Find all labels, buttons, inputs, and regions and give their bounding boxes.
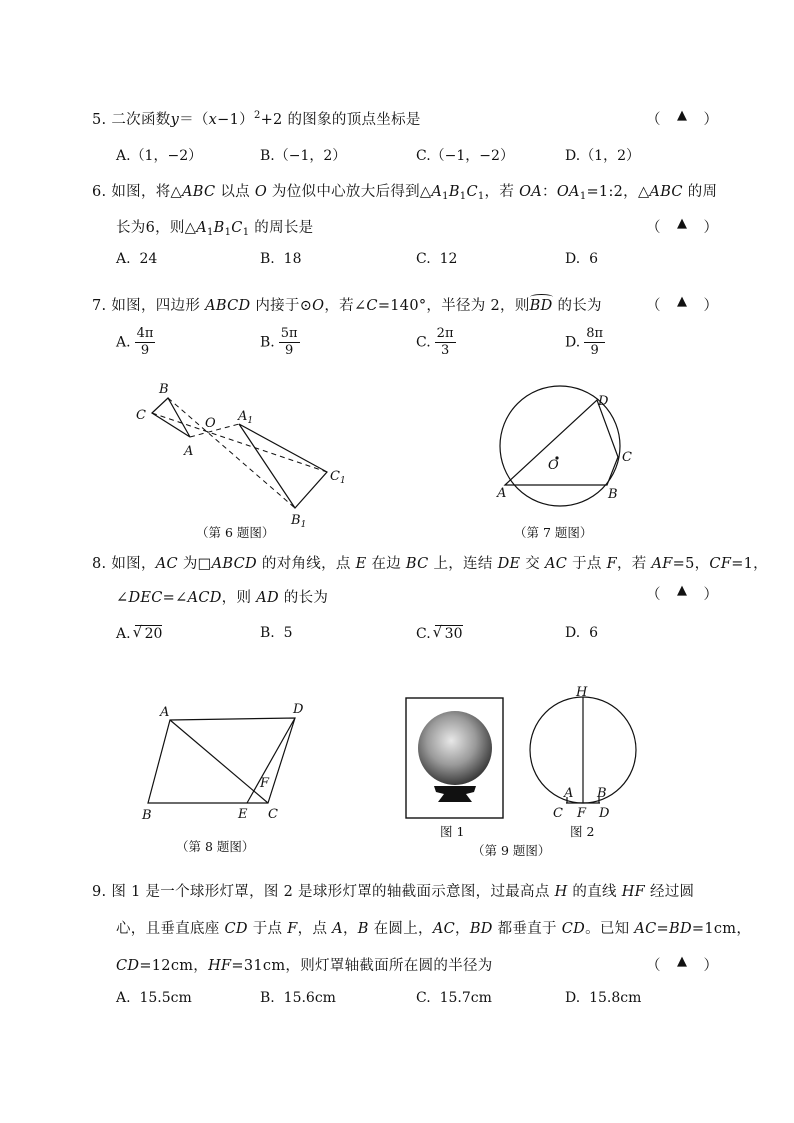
fig8-label-f: F — [260, 776, 270, 791]
fig9-fig1-label: 图 1 — [440, 824, 465, 839]
q5-option-b[interactable]: B.（−1，2） — [260, 148, 347, 164]
fig8-label-e: E — [238, 807, 248, 822]
fig6-label-b: B — [159, 382, 169, 397]
q7-option-d[interactable]: D. $\frac{8\pi}{9}$ — [565, 326, 604, 358]
fig7-label-o: O — [548, 458, 559, 473]
fig6-label-a1: $A_1$ — [238, 409, 254, 426]
fig9-label-f: F — [577, 806, 587, 821]
fig9-lamp-base — [434, 786, 476, 802]
q9-option-d[interactable]: D. 15.8cm — [565, 990, 642, 1006]
q6-option-b[interactable]: B. 18 — [260, 251, 302, 267]
fig7-caption: （第 7 题图） — [514, 525, 593, 540]
q7-answer-bracket[interactable]: （ ▲ ） — [646, 294, 718, 314]
fig7-label-d: D — [598, 394, 609, 409]
fig8-label-c: C — [268, 807, 278, 822]
fig9-fig2-label: 图 2 — [570, 824, 595, 839]
q7-option-a[interactable]: A. $\frac{4\pi}{9}$ — [116, 326, 154, 358]
fig9-label-h: H — [576, 685, 588, 700]
fig7-label-a: A — [497, 486, 507, 501]
fig9-label-c: C — [553, 806, 563, 821]
q8-option-c[interactable]: C.√ 30 — [416, 625, 463, 642]
fig9-label-d: D — [599, 806, 610, 821]
q8-option-b[interactable]: B. 5 — [260, 625, 293, 641]
q7-stem: 7. 如图，四边形 ABCD 内接于⊙O，若∠C=140°，半径为 2，则BD 的长为 — [92, 298, 602, 314]
q6-option-c[interactable]: C. 12 — [416, 251, 458, 267]
fig8-label-b: B — [142, 808, 152, 823]
q8-option-d[interactable]: D. 6 — [565, 625, 599, 641]
q9-stem-line3: CD=12cm，HF=31cm，则灯罩轴截面所在圆的半径为 — [116, 958, 493, 974]
fig7-label-b: B — [608, 487, 618, 502]
fig9-caption: （第 9 题图） — [472, 843, 551, 858]
q9-option-a[interactable]: A. 15.5cm — [116, 990, 192, 1006]
q6-option-d[interactable]: D. 6 — [565, 251, 599, 267]
q7-option-b[interactable]: B. $\frac{5\pi}{9}$ — [260, 326, 298, 358]
q5-option-a[interactable]: A.（1，−2） — [116, 148, 203, 164]
q9-stem-line2: 心，且垂直底座 CD 于点 F，点 A，B 在圆上，AC，BD 都垂直于 CD。已知 AC=BD=1cm， — [116, 921, 752, 937]
fig6-label-b1: $B_1$ — [291, 513, 307, 530]
q5-option-c[interactable]: C.（−1，−2） — [416, 148, 514, 164]
q5-answer-bracket[interactable]: （ ▲ ） — [646, 108, 718, 128]
fig6-label-a: A — [184, 444, 194, 459]
fig6-caption: （第 6 题图） — [196, 525, 275, 540]
q5-option-d[interactable]: D.（1，2） — [565, 148, 641, 164]
q8-option-a[interactable]: A.√ 20 — [116, 625, 162, 642]
fig9-label-b: B — [597, 786, 607, 801]
fig8-label-d: D — [293, 702, 304, 717]
fig6-label-c: C — [136, 408, 146, 423]
q8-stem-line1: 8. 如图，AC 为□ABCD 的对角线，点 E 在边 BC 上，连结 DE 交 AC 于点 F，若 AF=5，CF=1， — [92, 556, 768, 572]
q6-stem-line2: 长为6，则$\triangle A_1B_1C_1$ 的周长是 — [116, 220, 314, 238]
q6-answer-bracket[interactable]: （ ▲ ） — [646, 216, 718, 236]
fig6-label-c1: $C_1$ — [330, 469, 346, 486]
fig7-label-c: C — [622, 450, 632, 465]
fig8-caption: （第 8 题图） — [176, 839, 255, 854]
fig8-label-a: A — [160, 705, 170, 720]
fig6-label-o: O — [205, 416, 216, 431]
q5-stem: 5. 二次函数$y=(x-1)^2+2$ 的图象的顶点坐标是 — [92, 110, 421, 128]
q8-stem-line2: ∠DEC=∠ACD，则 AD 的长为 — [116, 590, 329, 606]
q7-option-c[interactable]: C. $\frac{2\pi}{3}$ — [416, 326, 454, 358]
q6-option-a[interactable]: A. 24 — [116, 251, 158, 267]
q9-answer-bracket[interactable]: （ ▲ ） — [646, 954, 718, 974]
q9-option-b[interactable]: B. 15.6cm — [260, 990, 336, 1006]
fig9-globe — [418, 711, 492, 785]
fig9-label-a: A — [564, 786, 574, 801]
q9-option-c[interactable]: C. 15.7cm — [416, 990, 492, 1006]
q6-stem-line1: 6. 如图，将△ABC 以点 O 为位似中心放大后得到$\triangle A_1B_1C_1$，若 OA：$OA_1=1:2$，△ABC 的周 — [92, 184, 718, 202]
q9-stem-line1: 9. 图 1 是一个球形灯罩，图 2 是球形灯罩的轴截面示意图，过最高点 H 的直线 HF 经过圆 — [92, 884, 695, 900]
q8-answer-bracket[interactable]: （ ▲ ） — [646, 583, 718, 603]
